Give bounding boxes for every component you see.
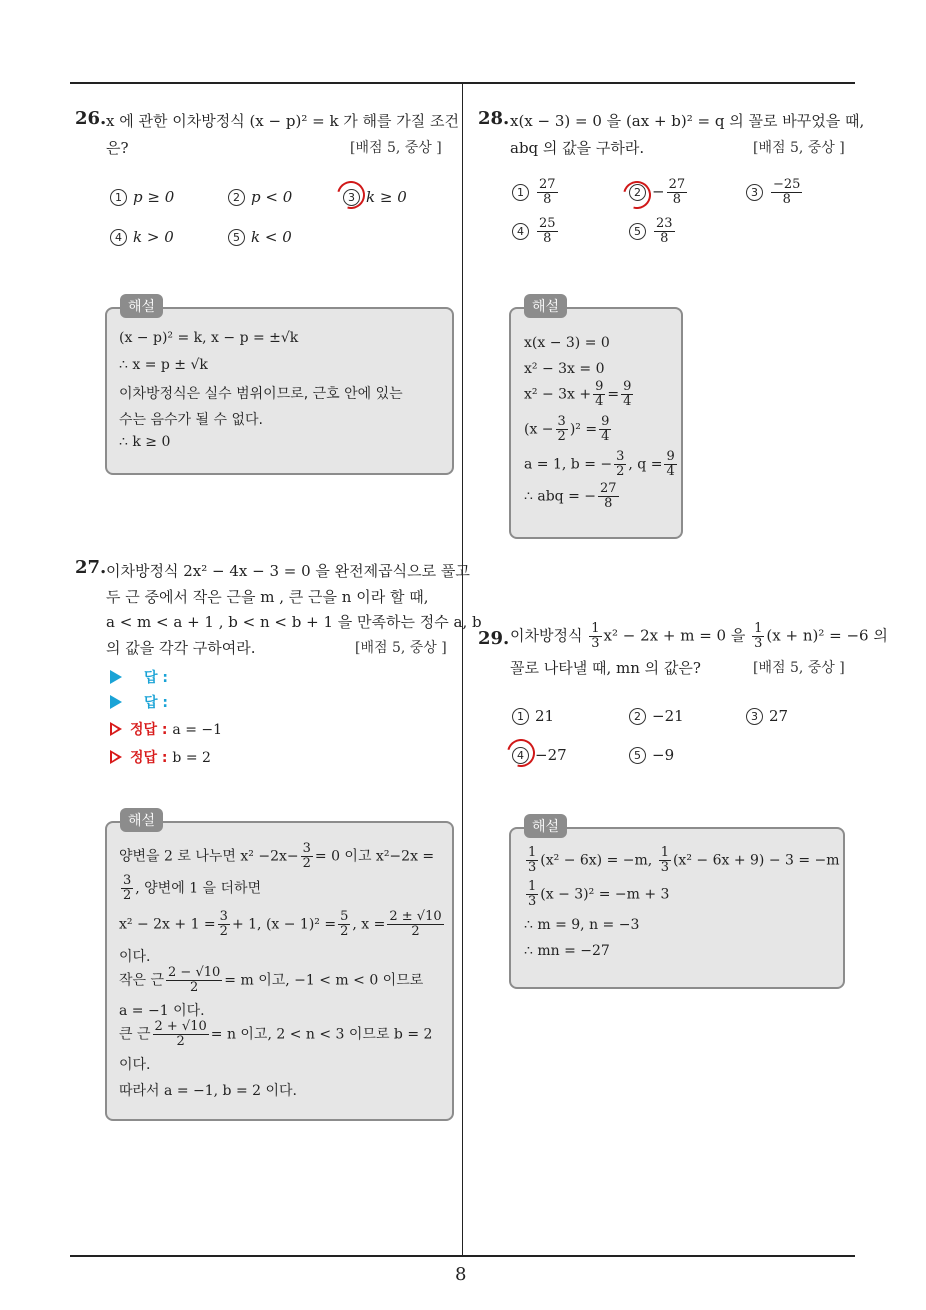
outline-play-icon [110, 722, 122, 736]
option-2[interactable]: 2 p < 0 [228, 188, 292, 206]
solution-tag: 해설 [524, 294, 567, 318]
option-5[interactable]: 5 $\frac{23}{8}$ [629, 217, 677, 246]
answer-mark-icon [502, 734, 540, 772]
solution-tag: 해설 [524, 814, 567, 838]
question-text-line1: 이차방정식 $\frac{1}{3}$ x² − 2x + m = 0 을 $\frac{1}{3}$ (x + n)² = −6 의 [510, 621, 888, 651]
solution-line: 작은 근 $\frac{2 - √10}{2}$ = m 이고, −1 < m < 0 이므로 [119, 965, 424, 995]
solution-line: ∴ mn = −27 [524, 943, 610, 959]
solution-line: x² − 3x + $\frac{9}{4}$ = $\frac{9}{4}$ [524, 379, 632, 409]
solution-tag: 해설 [120, 294, 163, 318]
column-divider [462, 84, 463, 1256]
solution-line: x(x − 3) = 0 [524, 335, 610, 351]
answer-mark-icon [332, 176, 370, 214]
solution-line: x² − 3x = 0 [524, 361, 605, 377]
solution-line: ∴ k ≥ 0 [119, 434, 171, 450]
solution-line: 수는 음수가 될 수 없다. [119, 412, 263, 428]
score-meta: [배점 5, 중상 ] [753, 140, 845, 156]
bottom-rule [70, 1255, 855, 1257]
question-number: 29. [478, 628, 510, 649]
solution-line: 양변을 2 로 나누면 x² −2x− $\frac{3}{2}$ = 0 이고 x²−2x = [119, 841, 435, 871]
solution-line: ∴ abq = − $\frac{27}{8}$ [524, 481, 617, 511]
option-1[interactable]: 1 p ≥ 0 [110, 188, 174, 206]
solution-line: ∴ m = 9, n = −3 [524, 917, 640, 933]
question-text-line2: 두 근 중에서 작은 근을 m , 큰 근을 n 이라 할 때, [106, 588, 429, 606]
question-number: 27. [75, 557, 107, 578]
question-text-line3: a < m < a + 1 , b < n < b + 1 을 만족하는 정수 a, b [106, 613, 482, 631]
outline-play-icon [110, 750, 122, 764]
question-text-line2: 꼴로 나타낼 때, mn 의 값은? [510, 659, 701, 677]
option-3[interactable]: 3 27 [746, 707, 788, 725]
option-4[interactable]: 4 $\frac{25}{8}$ [512, 217, 560, 246]
option-2[interactable]: 2 − $\frac{27}{8}$ [629, 178, 689, 207]
question-text-line2: abq 의 값을 구하라. [510, 139, 645, 157]
option-3[interactable]: 3 k ≥ 0 [343, 188, 407, 206]
solution-line: (x − $\frac{3}{2}$ )² = $\frac{9}{4}$ [524, 414, 610, 444]
play-icon [110, 670, 122, 684]
correct-answer-a: 정답 : a = −1 [110, 719, 222, 739]
score-meta: [배점 5, 중상 ] [753, 660, 845, 676]
option-5[interactable]: 5 k < 0 [228, 228, 292, 246]
question-number: 26. [75, 108, 107, 129]
solution-line: 따라서 a = −1, b = 2 이다. [119, 1083, 297, 1099]
solution-line: 이다. [119, 949, 151, 965]
solution-line: 큰 근 $\frac{2 + √10}{2}$ = n 이고, 2 < n < 3 이므로 b = 2 [119, 1019, 433, 1049]
solution-tag: 해설 [120, 808, 163, 832]
score-meta: [배점 5, 중상 ] [350, 140, 442, 156]
solution-line: (x − p)² = k, x − p = ±√k [119, 330, 299, 346]
option-2[interactable]: 2 −21 [629, 707, 684, 725]
solution-line: $\frac{1}{3}$ (x² − 6x) = −m, $\frac{1}{3}$ (x² − 6x + 9) − 3 = −m [528, 845, 840, 875]
solution-line: a = 1, b = − $\frac{3}{2}$ , q = $\frac{9}{4}$ [524, 449, 675, 479]
solution-line: a = −1 이다. [119, 1003, 205, 1019]
answer-input-2[interactable]: 답 : [110, 692, 168, 712]
correct-answer-b: 정답 : b = 2 [110, 747, 211, 767]
question-text-line1: x 에 관한 이차방정식 (x − p)² = k 가 해를 가질 조건 [106, 112, 460, 130]
answer-input-1[interactable]: 답 : [110, 667, 168, 687]
question-text-line2: 은? [106, 139, 129, 157]
question-text-line1: 이차방정식 2x² − 4x − 3 = 0 을 완전제곱식으로 풀고 [106, 562, 470, 580]
solution-line: $\frac{1}{3}$ (x − 3)² = −m + 3 [528, 879, 670, 909]
play-icon [110, 695, 122, 709]
solution-line: ∴ x = p ± √k [119, 357, 208, 373]
score-meta: [배점 5, 중상 ] [355, 640, 447, 656]
option-1[interactable]: 1 21 [512, 707, 554, 725]
option-4[interactable]: 4 −27 [512, 746, 567, 764]
solution-line: x² − 2x + 1 = $\frac{3}{2}$ + 1, (x − 1)² = $\frac{5}{2}$ , x = $\frac{2 \pm √10}{2}$ [119, 909, 442, 939]
solution-line: 이차방정식은 실수 범위이므로, 근호 안에 있는 [119, 386, 403, 402]
solution-line: $\frac{3}{2}$ , 양변에 1 을 더하면 [123, 873, 262, 903]
option-4[interactable]: 4 k > 0 [110, 228, 174, 246]
option-5[interactable]: 5 −9 [629, 746, 674, 764]
option-1[interactable]: 1 $\frac{27}{8}$ [512, 178, 560, 207]
option-3[interactable]: 3 $\frac{-25}{8}$ [746, 178, 804, 207]
page-number: 8 [455, 1264, 467, 1285]
question-text-line4: 의 값을 각각 구하여라. [106, 639, 256, 657]
solution-line: 이다. [119, 1057, 151, 1073]
question-text-line1: x(x − 3) = 0 을 (ax + b)² = q 의 꼴로 바꾸었을 때, [510, 112, 865, 130]
question-number: 28. [478, 108, 510, 129]
